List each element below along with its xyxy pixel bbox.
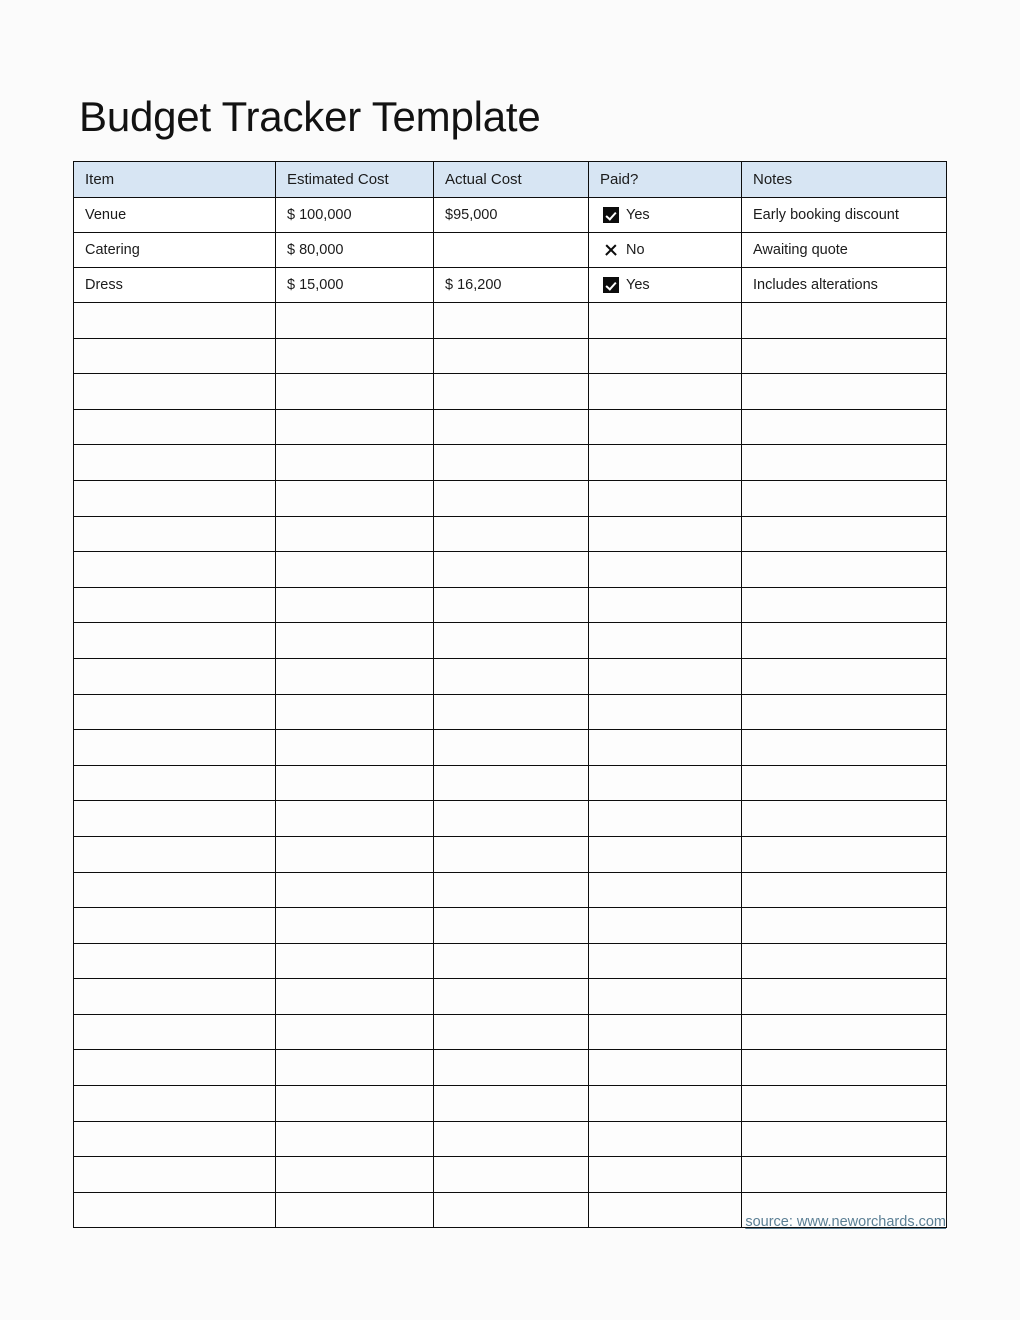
cell-empty[interactable] xyxy=(276,1121,434,1157)
column-header-estimated-cost: Estimated Cost xyxy=(276,162,434,198)
cell-empty[interactable] xyxy=(589,1192,742,1228)
page-title: Budget Tracker Template xyxy=(79,93,541,140)
cell-empty[interactable] xyxy=(276,338,434,374)
table-row-empty[interactable] xyxy=(74,979,947,1015)
table-row-empty[interactable] xyxy=(74,1050,947,1086)
cell-empty[interactable] xyxy=(742,694,947,730)
cell-empty[interactable] xyxy=(742,1050,947,1086)
cell-empty[interactable] xyxy=(589,374,742,410)
cell-item[interactable]: Catering xyxy=(74,233,276,268)
cell-empty[interactable] xyxy=(742,374,947,410)
cell-empty[interactable] xyxy=(742,872,947,908)
cell-empty[interactable] xyxy=(589,587,742,623)
cell-empty[interactable] xyxy=(742,1121,947,1157)
cell-empty[interactable] xyxy=(74,338,276,374)
cell-estimated-cost[interactable]: $ 15,000 xyxy=(276,268,434,303)
cell-empty[interactable] xyxy=(434,694,589,730)
cell-empty[interactable] xyxy=(74,1086,276,1122)
cell-estimated-cost[interactable]: $ 80,000 xyxy=(276,233,434,268)
table-row-empty[interactable] xyxy=(74,1157,947,1193)
cell-empty[interactable] xyxy=(589,409,742,445)
cell-empty[interactable] xyxy=(434,338,589,374)
table-row-empty[interactable] xyxy=(74,552,947,588)
cell-empty[interactable] xyxy=(589,872,742,908)
cell-paid[interactable] xyxy=(589,233,742,268)
cell-empty[interactable] xyxy=(276,1086,434,1122)
cell-empty[interactable] xyxy=(74,658,276,694)
column-header-item: Item xyxy=(74,162,276,198)
cell-actual-cost[interactable] xyxy=(434,233,589,268)
cell-empty[interactable] xyxy=(276,836,434,872)
table-row-empty[interactable] xyxy=(74,694,947,730)
cell-empty[interactable] xyxy=(276,801,434,837)
paid-label: No xyxy=(626,241,645,258)
cell-empty[interactable] xyxy=(742,943,947,979)
table-row-empty[interactable] xyxy=(74,943,947,979)
cell-empty[interactable] xyxy=(276,445,434,481)
cell-empty[interactable] xyxy=(742,338,947,374)
cell-empty[interactable] xyxy=(276,765,434,801)
cell-empty[interactable] xyxy=(742,303,947,339)
cell-empty[interactable] xyxy=(742,658,947,694)
table-row-empty[interactable] xyxy=(74,836,947,872)
cell-empty[interactable] xyxy=(276,1014,434,1050)
cell-paid[interactable] xyxy=(589,268,742,303)
cell-empty[interactable] xyxy=(74,943,276,979)
table-row[interactable] xyxy=(74,268,947,303)
cell-empty[interactable] xyxy=(434,872,589,908)
cell-estimated-cost[interactable]: $ 100,000 xyxy=(276,198,434,233)
cell-empty[interactable] xyxy=(74,374,276,410)
table-row-empty[interactable] xyxy=(74,445,947,481)
cell-empty[interactable] xyxy=(434,303,589,339)
cell-empty[interactable] xyxy=(589,480,742,516)
cell-empty[interactable] xyxy=(276,516,434,552)
cell-empty[interactable] xyxy=(742,908,947,944)
table-body xyxy=(74,198,947,1228)
cell-empty[interactable] xyxy=(74,552,276,588)
cell-empty[interactable] xyxy=(434,1157,589,1193)
table-row-empty[interactable] xyxy=(74,908,947,944)
cell-empty[interactable] xyxy=(589,1121,742,1157)
cell-empty[interactable] xyxy=(434,836,589,872)
table-row-empty[interactable] xyxy=(74,1121,947,1157)
table-row-empty[interactable] xyxy=(74,587,947,623)
cell-notes[interactable]: Includes alterations xyxy=(742,268,947,303)
cell-item[interactable]: Dress xyxy=(74,268,276,303)
cell-empty[interactable] xyxy=(742,480,947,516)
table-row-empty[interactable] xyxy=(74,1014,947,1050)
cell-empty[interactable] xyxy=(276,552,434,588)
cell-empty[interactable] xyxy=(74,623,276,659)
cell-empty[interactable] xyxy=(74,801,276,837)
cell-empty[interactable] xyxy=(434,445,589,481)
cell-empty[interactable] xyxy=(74,445,276,481)
column-header-notes: Notes xyxy=(742,162,947,198)
cell-empty[interactable] xyxy=(589,516,742,552)
cell-empty[interactable] xyxy=(74,480,276,516)
cell-empty[interactable] xyxy=(434,516,589,552)
table-row-empty[interactable] xyxy=(74,1086,947,1122)
cell-empty[interactable] xyxy=(589,1014,742,1050)
table-row-empty[interactable] xyxy=(74,765,947,801)
cell-empty[interactable] xyxy=(434,1014,589,1050)
cell-empty[interactable] xyxy=(434,765,589,801)
cell-empty[interactable] xyxy=(276,303,434,339)
cell-empty[interactable] xyxy=(434,480,589,516)
table-row-empty[interactable] xyxy=(74,303,947,339)
cell-empty[interactable] xyxy=(276,623,434,659)
table-row[interactable] xyxy=(74,233,947,268)
cell-empty[interactable] xyxy=(276,374,434,410)
checkbox-checked-icon[interactable] xyxy=(603,207,619,223)
source-link[interactable]: source: www.neworchards.com xyxy=(745,1214,946,1230)
cell-empty[interactable] xyxy=(589,908,742,944)
cell-empty[interactable] xyxy=(589,1086,742,1122)
cell-empty[interactable] xyxy=(742,445,947,481)
paid-status xyxy=(603,277,741,293)
cell-empty[interactable] xyxy=(742,552,947,588)
cell-empty[interactable] xyxy=(74,1121,276,1157)
cell-empty[interactable] xyxy=(434,1192,589,1228)
cell-empty[interactable] xyxy=(276,658,434,694)
cell-empty[interactable] xyxy=(74,908,276,944)
cell-empty[interactable] xyxy=(276,979,434,1015)
table-header xyxy=(74,162,947,198)
cell-empty[interactable] xyxy=(742,516,947,552)
cell-empty[interactable] xyxy=(276,1192,434,1228)
cell-empty[interactable] xyxy=(742,1014,947,1050)
cell-empty[interactable] xyxy=(742,801,947,837)
cell-empty[interactable] xyxy=(434,730,589,766)
table-row-empty[interactable] xyxy=(74,730,947,766)
cross-icon[interactable] xyxy=(603,242,619,258)
cell-empty[interactable] xyxy=(742,587,947,623)
cell-empty[interactable] xyxy=(589,303,742,339)
cell-empty[interactable] xyxy=(276,694,434,730)
cell-empty[interactable] xyxy=(276,908,434,944)
cell-empty[interactable] xyxy=(276,480,434,516)
cell-paid[interactable] xyxy=(589,198,742,233)
cell-empty[interactable] xyxy=(434,409,589,445)
cell-empty[interactable] xyxy=(589,730,742,766)
paid-status xyxy=(603,242,741,258)
cell-empty[interactable] xyxy=(742,1086,947,1122)
cell-empty[interactable] xyxy=(589,338,742,374)
cell-empty[interactable] xyxy=(742,836,947,872)
cell-empty[interactable] xyxy=(74,516,276,552)
cell-empty[interactable] xyxy=(742,765,947,801)
checkbox-checked-icon[interactable] xyxy=(603,277,619,293)
cell-empty[interactable] xyxy=(276,943,434,979)
table-row-empty[interactable] xyxy=(74,658,947,694)
cell-empty[interactable] xyxy=(742,979,947,1015)
cell-empty[interactable] xyxy=(74,836,276,872)
cell-empty[interactable] xyxy=(74,765,276,801)
cell-empty[interactable] xyxy=(276,1050,434,1086)
cell-actual-cost[interactable]: $ 16,200 xyxy=(434,268,589,303)
table-row[interactable] xyxy=(74,198,947,233)
table-row-empty[interactable] xyxy=(74,623,947,659)
cell-empty[interactable] xyxy=(74,1014,276,1050)
cell-empty[interactable] xyxy=(742,623,947,659)
table-row-empty[interactable] xyxy=(74,480,947,516)
cell-empty[interactable] xyxy=(589,1050,742,1086)
cell-empty[interactable] xyxy=(74,1050,276,1086)
cell-empty[interactable] xyxy=(434,658,589,694)
cell-empty[interactable] xyxy=(589,1157,742,1193)
cell-empty[interactable] xyxy=(589,979,742,1015)
cell-empty[interactable] xyxy=(74,979,276,1015)
column-header-paid: Paid? xyxy=(589,162,742,198)
budget-table xyxy=(73,161,947,1228)
cell-empty[interactable] xyxy=(434,1050,589,1086)
table-row-empty[interactable] xyxy=(74,516,947,552)
cell-empty[interactable] xyxy=(589,836,742,872)
table-row-empty[interactable] xyxy=(74,801,947,837)
cell-empty[interactable] xyxy=(434,587,589,623)
cell-empty[interactable] xyxy=(276,730,434,766)
cell-empty[interactable] xyxy=(434,943,589,979)
cell-empty[interactable] xyxy=(742,1157,947,1193)
cell-empty[interactable] xyxy=(589,445,742,481)
cell-empty[interactable] xyxy=(434,623,589,659)
cell-empty[interactable] xyxy=(434,979,589,1015)
cell-actual-cost[interactable]: $95,000 xyxy=(434,198,589,233)
cell-empty[interactable] xyxy=(276,587,434,623)
cell-empty[interactable] xyxy=(742,730,947,766)
cell-empty[interactable] xyxy=(74,409,276,445)
cell-empty[interactable] xyxy=(589,801,742,837)
cell-empty[interactable] xyxy=(434,1121,589,1157)
cell-empty[interactable] xyxy=(74,303,276,339)
cell-empty[interactable] xyxy=(74,1192,276,1228)
cell-empty[interactable] xyxy=(74,587,276,623)
table-row-empty[interactable] xyxy=(74,872,947,908)
column-header-actual-cost: Actual Cost xyxy=(434,162,589,198)
cell-empty[interactable] xyxy=(742,409,947,445)
cell-empty[interactable] xyxy=(589,694,742,730)
cell-empty[interactable] xyxy=(434,801,589,837)
table-row-empty[interactable] xyxy=(74,409,947,445)
cell-empty[interactable] xyxy=(276,409,434,445)
cell-empty[interactable] xyxy=(589,765,742,801)
cell-empty[interactable] xyxy=(74,694,276,730)
paid-status xyxy=(603,207,741,223)
paid-label: Yes xyxy=(626,276,650,293)
cell-notes[interactable]: Early booking discount xyxy=(742,198,947,233)
budget-table-container xyxy=(73,161,946,1228)
cell-item[interactable]: Venue xyxy=(74,198,276,233)
cell-empty[interactable] xyxy=(434,1086,589,1122)
cell-empty[interactable] xyxy=(434,908,589,944)
cell-empty[interactable] xyxy=(276,872,434,908)
cell-empty[interactable] xyxy=(589,552,742,588)
table-row-empty[interactable] xyxy=(74,374,947,410)
table-row-empty[interactable] xyxy=(74,338,947,374)
cell-empty[interactable] xyxy=(74,730,276,766)
cell-empty[interactable] xyxy=(589,623,742,659)
cell-empty[interactable] xyxy=(74,1157,276,1193)
paid-label: Yes xyxy=(626,206,650,223)
cell-empty[interactable] xyxy=(74,872,276,908)
cell-empty[interactable] xyxy=(434,552,589,588)
cell-empty[interactable] xyxy=(276,1157,434,1193)
cell-notes[interactable]: Awaiting quote xyxy=(742,233,947,268)
cell-empty[interactable] xyxy=(434,374,589,410)
cell-empty[interactable] xyxy=(589,943,742,979)
cell-empty[interactable] xyxy=(589,658,742,694)
table-header-row xyxy=(74,162,947,198)
